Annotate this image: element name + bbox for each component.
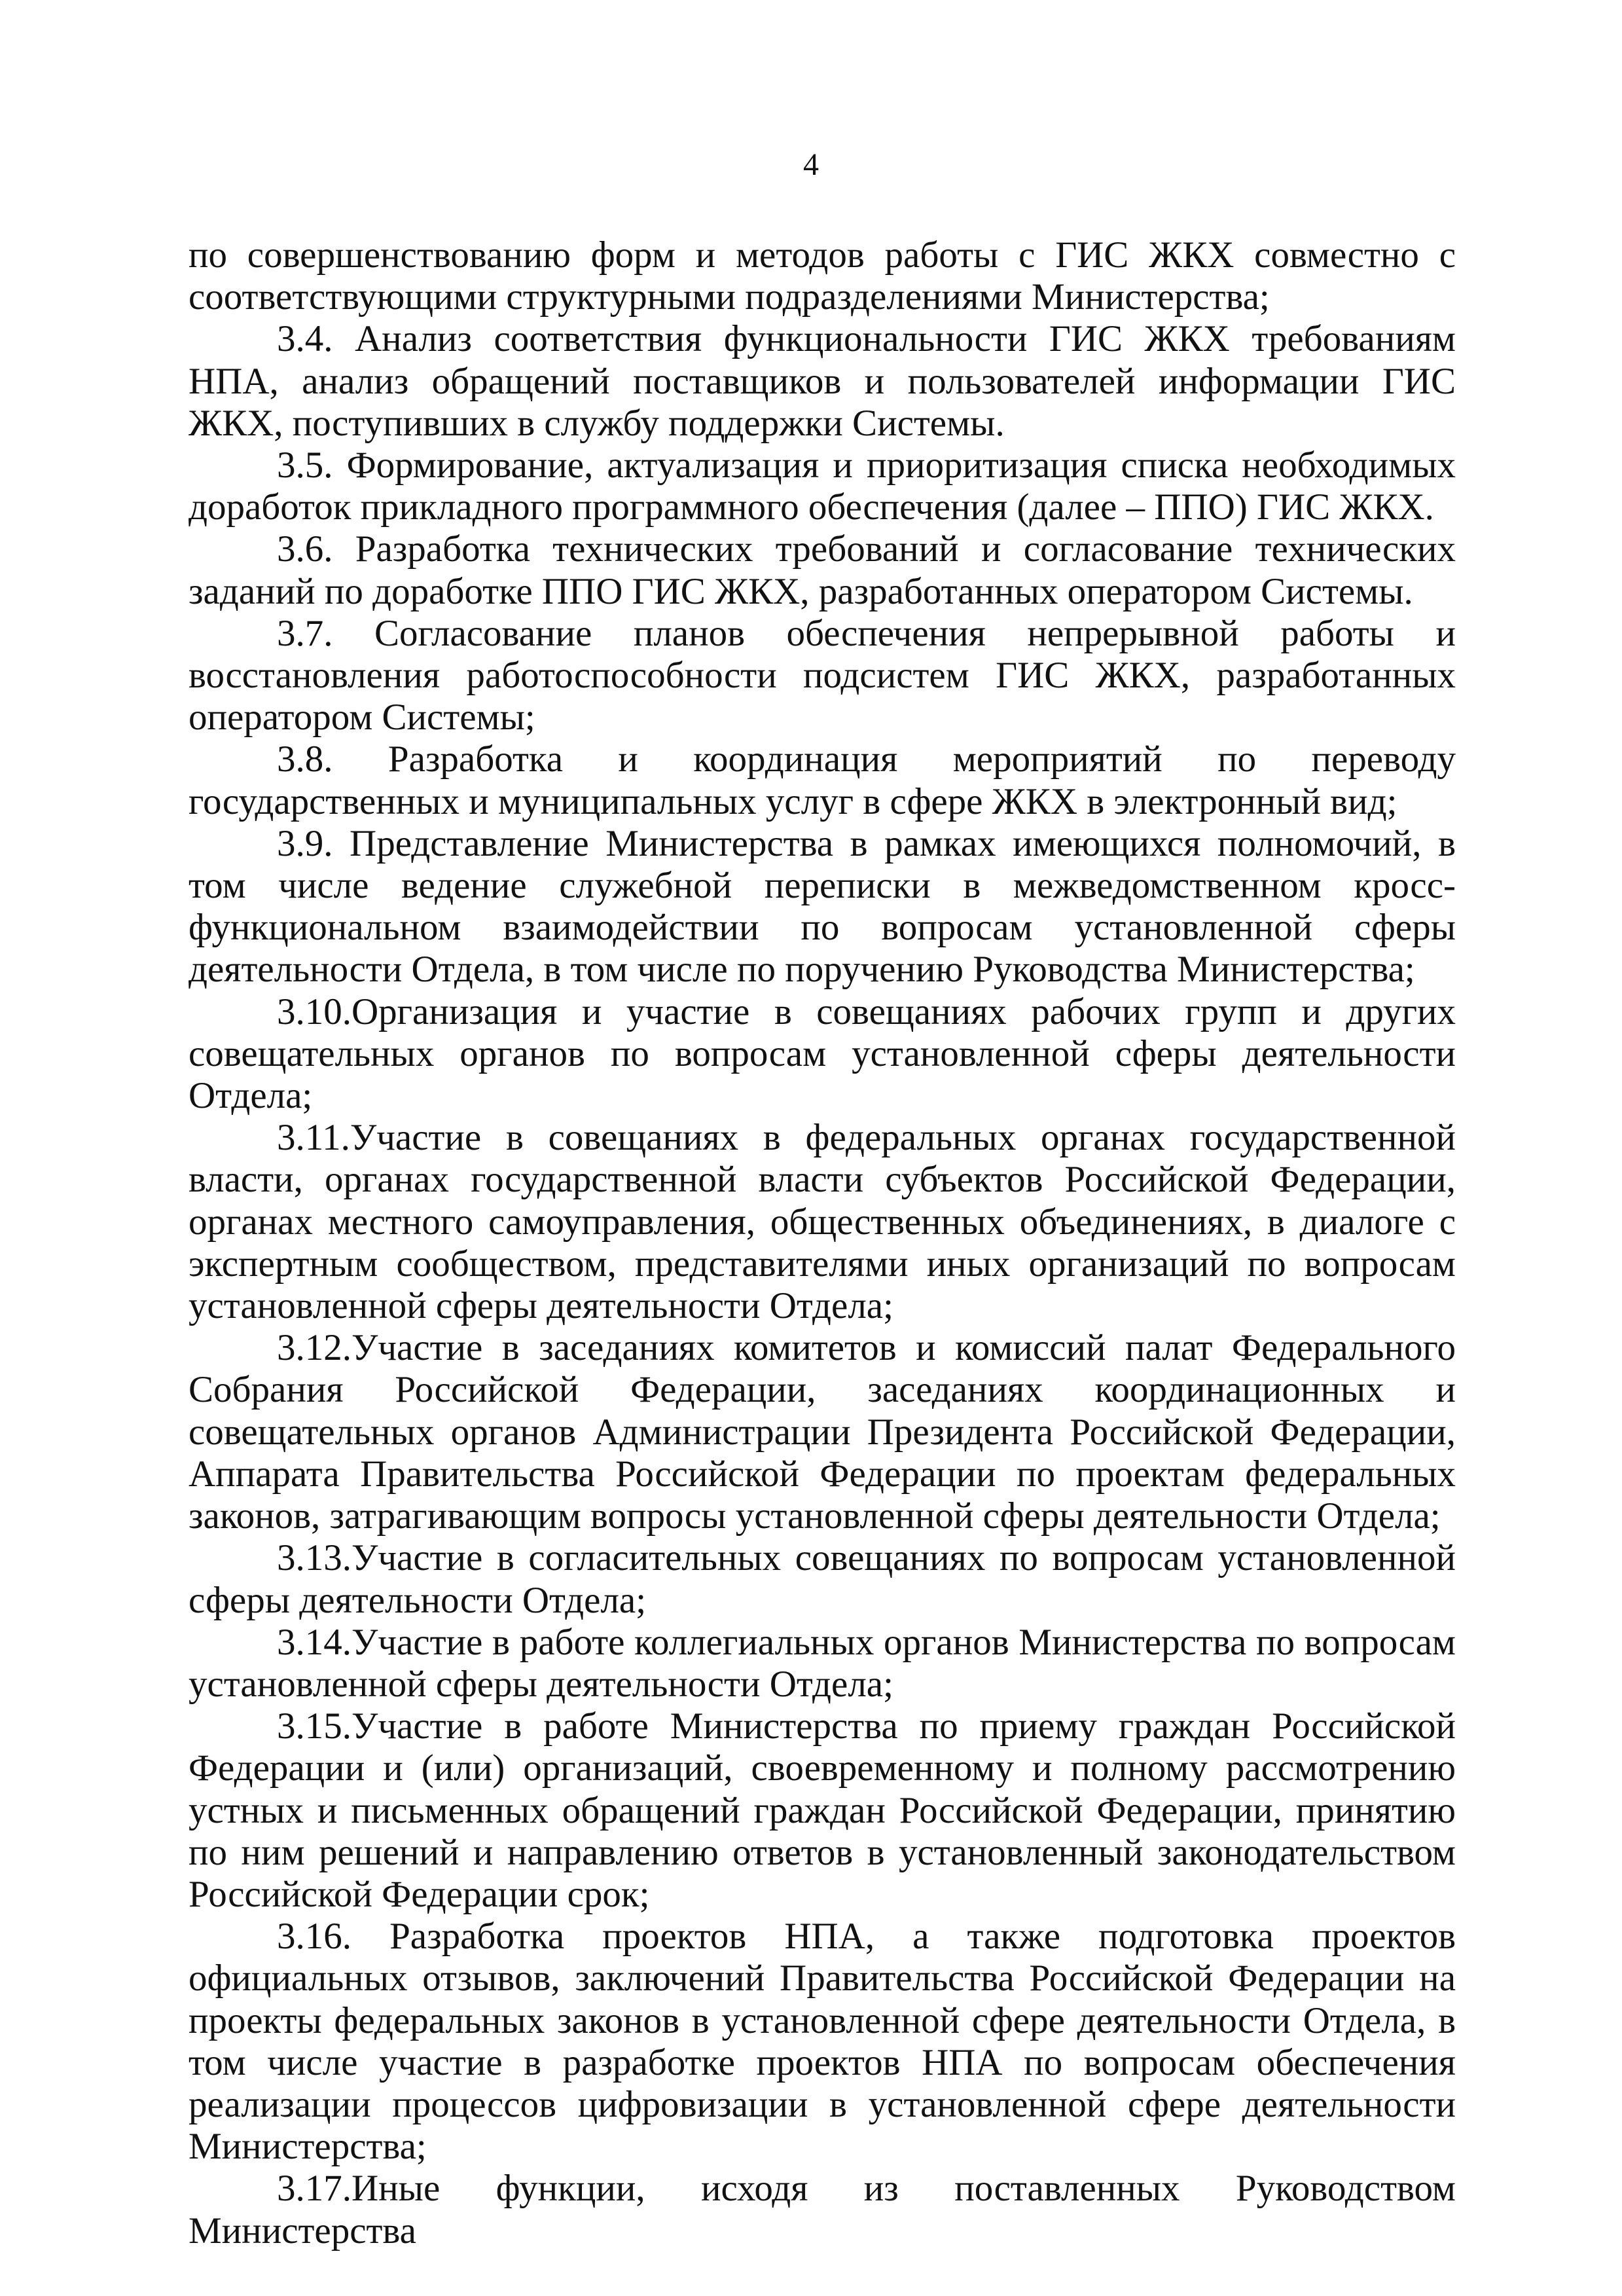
paragraph-3-5: 3.5. Формирование, актуализация и приоритизация списка необходимых доработок прикладного программного обеспечения (далее – ППО) ГИС ЖКХ. — [189, 445, 1456, 528]
paragraph-3-8: 3.8. Разработка и координация мероприятий по переводу государственных и муниципальных услуг в сфере ЖКХ в электронный вид; — [189, 738, 1456, 822]
paragraph-3-4: 3.4. Анализ соответствия функциональности ГИС ЖКХ требованиям НПА, анализ обращений поставщиков и пользователей информации ГИС ЖКХ, поступивших в службу поддержки Системы. — [189, 318, 1456, 444]
paragraph-3-16: 3.16. Разработка проектов НПА, а также подготовка проектов официальных отзывов, заключений Правительства Российской Федерации на проекты федеральных законов в установленной сфере деятельности Отдела, в том числе участие в разработке проектов НПА по вопросам обеспечения реализации процессов цифровизации в установленной сфере деятельности Министерства; — [189, 1916, 1456, 2168]
paragraph-3-15: 3.15.Участие в работе Министерства по приему граждан Российской Федерации и (или) организаций, своевременному и полному рассмотрению устных и письменных обращений граждан Российской Федерации, принятию по ним решений и направлению ответов в установленный законодательством Российской Федерации срок; — [189, 1705, 1456, 1915]
paragraph-3-10: 3.10.Организация и участие в совещаниях рабочих групп и других совещательных органов по вопросам установленной сферы деятельности Отдела; — [189, 991, 1456, 1117]
paragraph-3-9: 3.9. Представление Министерства в рамках имеющихся полномочий, в том числе ведение служебной переписки в межведомственном кросс-функциональном взаимодействии по вопросам установленной сферы деятельности Отдела, в том числе по поручению Руководства Министерства; — [189, 822, 1456, 991]
paragraph-continuation: по совершенствованию форм и методов работы с ГИС ЖКХ совместно с соответствующими структурными подразделениями Министерства; — [189, 234, 1456, 318]
paragraph-3-17: 3.17.Иные функции, исходя из поставленных Руководством Министерства — [189, 2168, 1456, 2251]
paragraph-3-6: 3.6. Разработка технических требований и согласование технических заданий по доработке ППО ГИС ЖКХ, разработанных оператором Системы. — [189, 528, 1456, 612]
paragraph-3-7: 3.7. Согласование планов обеспечения непрерывной работы и восстановления работоспособности подсистем ГИС ЖКХ, разработанных оператором Системы; — [189, 612, 1456, 738]
paragraph-3-12: 3.12.Участие в заседаниях комитетов и комиссий палат Федерального Собрания Российской Федерации, заседаниях координационных и совещательных органов Администрации Президента Российской Федерации, Аппарата Правительства Российской Федерации по проектам федеральных законов, затрагивающим вопросы установленной сферы деятельности Отдела; — [189, 1327, 1456, 1537]
paragraph-3-14: 3.14.Участие в работе коллегиальных органов Министерства по вопросам установленной сферы деятельности Отдела; — [189, 1621, 1456, 1705]
document-body — [189, 234, 1456, 2252]
paragraph-3-13: 3.13.Участие в согласительных совещаниях по вопросам установленной сферы деятельности Отдела; — [189, 1537, 1456, 1621]
page-number: 4 — [803, 147, 819, 182]
paragraph-3-11: 3.11.Участие в совещаниях в федеральных органах государственной власти, органах государственной власти субъектов Российской Федерации, органах местного самоуправления, общественных объединениях, в диалоге с экспертным сообществом, представителями иных организаций по вопросам установленной сферы деятельности Отдела; — [189, 1117, 1456, 1327]
